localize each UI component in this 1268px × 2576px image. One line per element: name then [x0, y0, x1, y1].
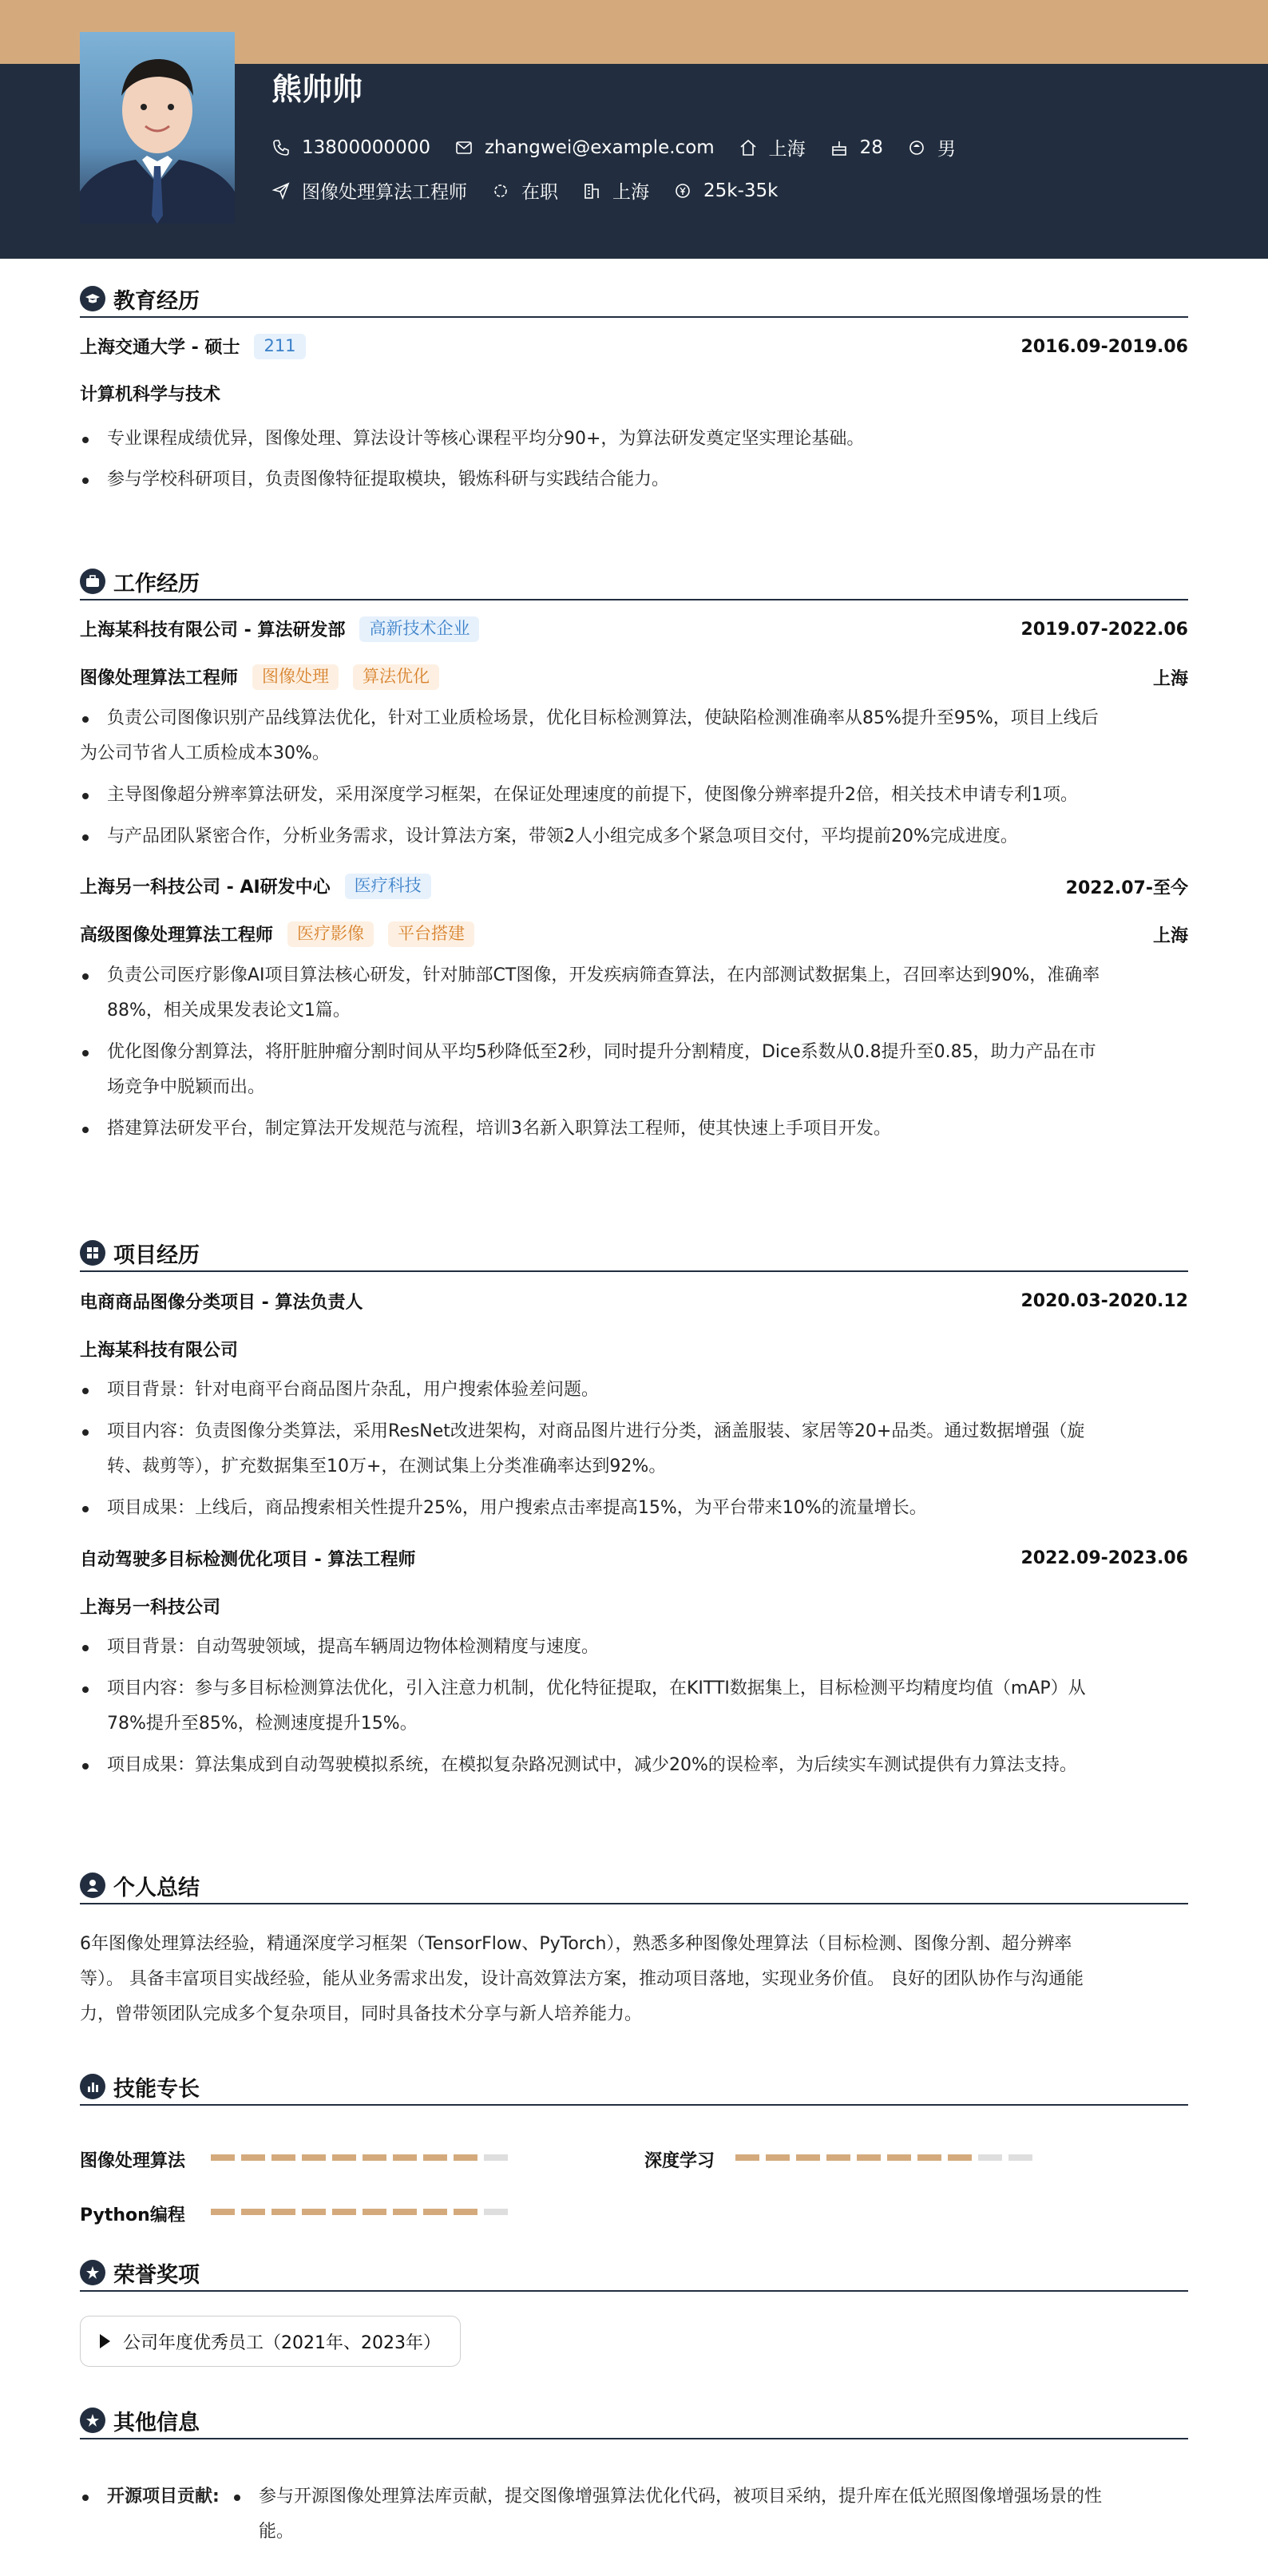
- summary-text: 6年图像处理算法经验，精通深度学习框架（TensorFlow、PyTorch），熟悉多种图像处理算法（目标检测、图像分割、超分辨率 等）。 具备丰富项目实战经验，能从业务需求出发，设计高效算法方案，推动项目落地，实现业务价值。 良好的团队协作与沟通能 力，曾带领团队完成多个复杂项目，同时具备技术分享与新人培养能力。: [80, 1934, 1084, 2024]
- summary-section: [80, 1873, 1188, 2032]
- trophy-icon: [80, 2260, 105, 2285]
- status-text: 在职: [521, 182, 558, 203]
- skills-header: [80, 2074, 1188, 2106]
- email-item: [454, 137, 715, 158]
- project-row: [80, 1283, 1188, 1318]
- skill-level-bar: [211, 2209, 514, 2215]
- project-period: 2022.09-2023.06: [1020, 1548, 1188, 1568]
- list-item: 专业课程成绩优异，图像处理、算法设计等核心课程平均分90+，为算法研发奠定坚实理论基础。: [80, 422, 1188, 457]
- skill-level-segment: [948, 2154, 972, 2161]
- skill-level-segment: [363, 2209, 386, 2215]
- job-location: 上海: [1152, 925, 1188, 946]
- list-item: 负责公司医疗影像AI项目算法核心研发，针对肺部CT图像，开发疾病筛查算法，在内部测试数据集上，召回率达到90%，准确率 88%，相关成果发表论文1篇。: [80, 958, 1188, 1028]
- other-label-list: [80, 2479, 248, 2515]
- skill-tag: 图像处理: [252, 664, 339, 689]
- skill-level-segment: [302, 2209, 326, 2215]
- list-item: 负责公司图像识别产品线算法优化，针对工业质检场景，优化目标检测算法，使缺陷检测准确率从85%提升至95%，项目上线后 为公司节省人工质检成本30%。: [80, 701, 1188, 771]
- contact-row: [271, 134, 980, 161]
- education-period: 2016.09-2019.06: [1020, 336, 1188, 357]
- money-icon: [673, 181, 692, 200]
- list-item: 参与学校科研项目，负责图像特征提取模块，锻炼科研与实践结合能力。: [80, 462, 1188, 497]
- city-item: [739, 134, 806, 161]
- skill-level-segment: [917, 2154, 941, 2161]
- skill-level-segment: [332, 2154, 356, 2161]
- section-title: 其他信息: [113, 2410, 200, 2435]
- skill-item: [644, 2147, 715, 2172]
- project-company-row: [80, 1331, 1188, 1366]
- skill-name: 图像处理算法: [80, 2151, 186, 2171]
- list-item: 与产品团队紧密合作，分析业务需求，设计算法方案，带领2人小组完成多个紧急项目交付，平均提前20%完成进度。: [80, 819, 1188, 854]
- company-name: 上海某科技有限公司 - 算法研发部: [80, 620, 346, 641]
- star-icon: [80, 2408, 105, 2433]
- skill-name: 深度学习: [644, 2151, 715, 2171]
- section-title: 教育经历: [113, 288, 200, 314]
- skill-level-segment: [393, 2209, 417, 2215]
- job-location: 上海: [1152, 668, 1188, 689]
- home-icon: [739, 138, 758, 157]
- gender-icon: [907, 138, 926, 157]
- skill-level-segment: [454, 2154, 477, 2161]
- project-period: 2020.03-2020.12: [1020, 1290, 1188, 1311]
- list-item: 项目内容：负责图像分类算法，采用ResNet改进架构，对商品图片进行分类，涵盖服装、家居等20+品类。通过数据增强（旋 转、裁剪等），扩充数据集至10万+，在测试集上分类准确率达到92%。: [80, 1414, 1188, 1484]
- gender-item: [907, 134, 956, 161]
- skill-level-segment: [484, 2154, 508, 2161]
- skill-level-segment: [363, 2154, 386, 2161]
- candidate-name: 熊帅帅: [271, 72, 363, 107]
- project-name: 自动驾驶多目标检测优化项目 - 算法工程师: [80, 1549, 416, 1570]
- skill-tag: 平台搭建: [388, 921, 474, 946]
- list-item: 主导图像超分辨率算法研发，采用深度学习框架，在保证处理速度的前提下，使图像分辨率提升2倍，相关技术申请专利1项。: [80, 778, 1188, 813]
- list-item: 搭建算法研发平台，制定算法开发规范与流程，培训3名新入职算法工程师，使其快速上手项目开发。: [80, 1112, 1188, 1147]
- skill-level-segment: [423, 2154, 447, 2161]
- job-period: 2022.07-至今: [1065, 878, 1188, 898]
- project-row: [80, 1540, 1188, 1575]
- job-row: [80, 612, 1188, 647]
- project-company: 上海另一科技公司: [80, 1597, 221, 1618]
- skill-tag: 算法优化: [353, 664, 439, 689]
- major-name: 计算机科学与技术: [80, 384, 221, 405]
- other-section: [80, 2408, 1188, 2559]
- skill-level-segment: [423, 2209, 447, 2215]
- position-name: 高级图像处理算法工程师: [80, 925, 274, 946]
- list-item: 参与开源图像处理算法库贡献，提交图像增强算法优化代码，被项目采纳，提升库在低光照图像增强场景的性 能。: [232, 2479, 1188, 2550]
- grid-icon: [80, 1240, 105, 1266]
- job-text: 图像处理算法工程师: [302, 182, 467, 203]
- salary-item: [673, 180, 778, 201]
- skill-level-segment: [796, 2154, 820, 2161]
- project-bullets: [80, 1373, 1188, 1526]
- project-bullets: [80, 1630, 1188, 1783]
- profile-header: [0, 64, 1268, 259]
- skill-level-segment: [735, 2154, 759, 2161]
- play-icon: [100, 2334, 110, 2348]
- user-icon: [80, 1873, 105, 1898]
- skill-level-segment: [857, 2154, 881, 2161]
- skill-tag: 医疗影像: [287, 921, 374, 946]
- salary-text: 25k-35k: [703, 180, 779, 201]
- send-icon: [271, 181, 291, 200]
- city-text: 上海: [768, 139, 806, 160]
- skill-level-bar: [735, 2154, 1039, 2161]
- project-name: 电商商品图像分类项目 - 算法负责人: [80, 1292, 363, 1313]
- major-row: [80, 375, 1188, 410]
- skill-level-segment: [887, 2154, 911, 2161]
- position-row: [80, 917, 1188, 952]
- graduation-cap-icon: [80, 286, 105, 311]
- status-icon: [491, 181, 510, 200]
- section-title: 荣誉奖项: [113, 2262, 200, 2288]
- work-section: [80, 569, 1188, 1147]
- skill-level-segment: [978, 2154, 1002, 2161]
- age-text: 28: [859, 137, 883, 158]
- education-bullets: [80, 422, 1188, 497]
- status-item: [491, 177, 558, 204]
- position-row: [80, 660, 1188, 695]
- phone-text: 13800000000: [302, 137, 430, 158]
- mail-icon: [454, 138, 474, 157]
- list-item: 项目内容：参与多目标检测算法优化，引入注意力机制，优化特征提取，在KITTI数据集上，目标检测平均精度均值（mAP）从 78%提升至85%，检测速度提升15%。: [80, 1671, 1188, 1742]
- work-header: [80, 569, 1188, 600]
- phone-icon: [271, 138, 291, 157]
- briefcase-icon: [80, 569, 105, 594]
- list-item: 项目背景：针对电商平台商品图片杂乱，用户搜索体验差问题。: [80, 1373, 1188, 1408]
- section-title: 技能专长: [113, 2076, 200, 2102]
- other-bullets: [232, 2479, 1188, 2550]
- skill-level-segment: [766, 2154, 790, 2161]
- skill-level-segment: [211, 2209, 235, 2215]
- age-item: [830, 137, 883, 158]
- skills-section: [80, 2074, 1188, 2225]
- gender-text: 男: [937, 139, 956, 160]
- cake-icon: [830, 138, 849, 157]
- skill-level-segment: [393, 2154, 417, 2161]
- skill-item: [80, 2147, 185, 2172]
- skill-level-segment: [271, 2154, 295, 2161]
- company-tag: 高新技术企业: [359, 616, 479, 641]
- job-bullets: [80, 958, 1188, 1147]
- list-item: 项目成果：上线后，商品搜索相关性提升25%，用户搜索点击率提高15%，为平台带来10%的流量增长。: [80, 1491, 1188, 1526]
- list-item: 优化图像分割算法，将肝脏肿瘤分割时间从平均5秒降低至2秒，同时提升分割精度，Dice系数从0.8提升至0.85，助力产品在市 场竞争中脱颖而出。: [80, 1035, 1188, 1105]
- position-name: 图像处理算法工程师: [80, 668, 239, 689]
- skill-level-segment: [484, 2209, 508, 2215]
- other-label: 开源项目贡献:: [80, 2479, 248, 2515]
- other-header: [80, 2408, 1188, 2439]
- skill-level-segment: [211, 2154, 235, 2161]
- building-icon: [582, 181, 601, 200]
- target-city-item: [582, 177, 649, 204]
- award-text: 公司年度优秀员工（2021年、2023年）: [123, 2332, 441, 2353]
- skill-level-segment: [271, 2209, 295, 2215]
- skill-level-segment: [1008, 2154, 1032, 2161]
- school-name: 上海交通大学 - 硕士: [80, 338, 240, 359]
- list-item: 项目成果：算法集成到自动驾驶模拟系统，在模拟复杂路况测试中，减少20%的误检率，为后续实车测试提供有力算法支持。: [80, 1748, 1188, 1783]
- skill-level-segment: [454, 2209, 477, 2215]
- job-bullets: [80, 701, 1188, 854]
- skill-level-segment: [241, 2209, 265, 2215]
- skill-item: [80, 2201, 185, 2226]
- projects-header: [80, 1240, 1188, 1272]
- education-header: [80, 286, 1188, 318]
- job-period: 2019.07-2022.06: [1020, 619, 1188, 640]
- award-item[interactable]: [80, 2316, 461, 2367]
- job-item: [271, 177, 467, 204]
- education-row: [80, 329, 1188, 364]
- school-tag: 211: [254, 334, 305, 359]
- chart-icon: [80, 2074, 105, 2099]
- skill-level-segment: [332, 2209, 356, 2215]
- section-title: 工作经历: [113, 571, 200, 596]
- target-city-text: 上海: [612, 182, 649, 203]
- section-title: 项目经历: [113, 1242, 200, 1268]
- phone-item: [271, 137, 430, 158]
- job-row: [271, 177, 802, 204]
- list-item: 项目背景：自动驾驶领域，提高车辆周边物体检测精度与速度。: [80, 1630, 1188, 1665]
- skill-level-segment: [826, 2154, 850, 2161]
- job-row: [80, 869, 1188, 904]
- company-tag: 医疗科技: [345, 874, 431, 898]
- section-title: 个人总结: [113, 1875, 200, 1900]
- profile-photo: [80, 32, 235, 224]
- projects-section: [80, 1240, 1188, 1783]
- project-company-row: [80, 1588, 1188, 1623]
- skill-level-bar: [211, 2154, 514, 2161]
- awards-header: [80, 2260, 1188, 2292]
- education-section: [80, 286, 1188, 497]
- skill-name: Python编程: [80, 2205, 185, 2225]
- skill-level-segment: [241, 2154, 265, 2161]
- project-company: 上海某科技有限公司: [80, 1340, 239, 1361]
- awards-section: [80, 2260, 1188, 2367]
- skill-level-segment: [302, 2154, 326, 2161]
- email-text: zhangwei@example.com: [484, 137, 715, 158]
- summary-header: [80, 1873, 1188, 1904]
- company-name: 上海另一科技公司 - AI研发中心: [80, 878, 331, 898]
